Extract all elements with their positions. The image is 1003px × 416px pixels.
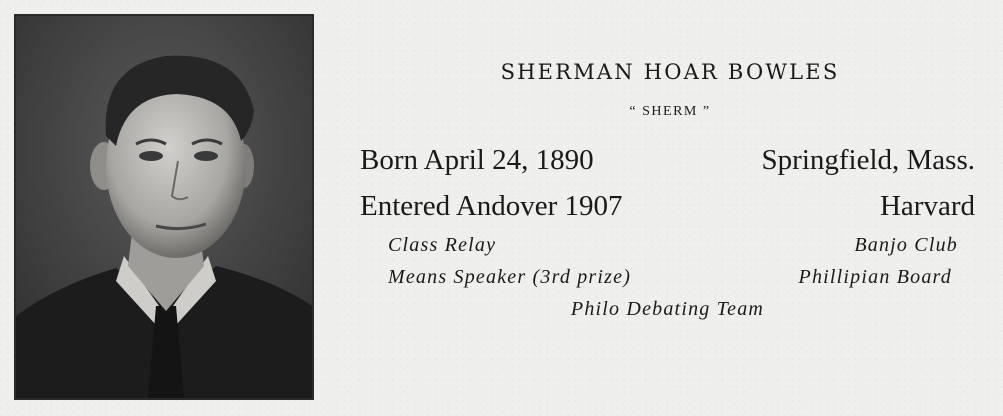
portrait-photo (14, 14, 314, 400)
activity-item: Banjo Club (854, 234, 958, 256)
activity-item: Phillipian Board (798, 266, 952, 288)
college: Harvard (879, 190, 975, 222)
activity-item: Means Speaker (3rd prize) (388, 266, 632, 288)
activity-item: Class Relay (388, 234, 497, 256)
student-name: SHERMAN HOAR BOWLES (500, 60, 840, 84)
birth-date: Born April 24, 1890 (360, 144, 594, 176)
student-entry (360, 0, 980, 416)
entry-row (360, 190, 975, 223)
student-nickname: “ SHERM ” (629, 104, 711, 119)
entered-year: Entered Andover 1907 (360, 190, 623, 222)
birthplace: Springfield, Mass. (761, 144, 975, 176)
activity-item: Philo Debating Team (570, 298, 765, 320)
birth-row (360, 144, 975, 177)
